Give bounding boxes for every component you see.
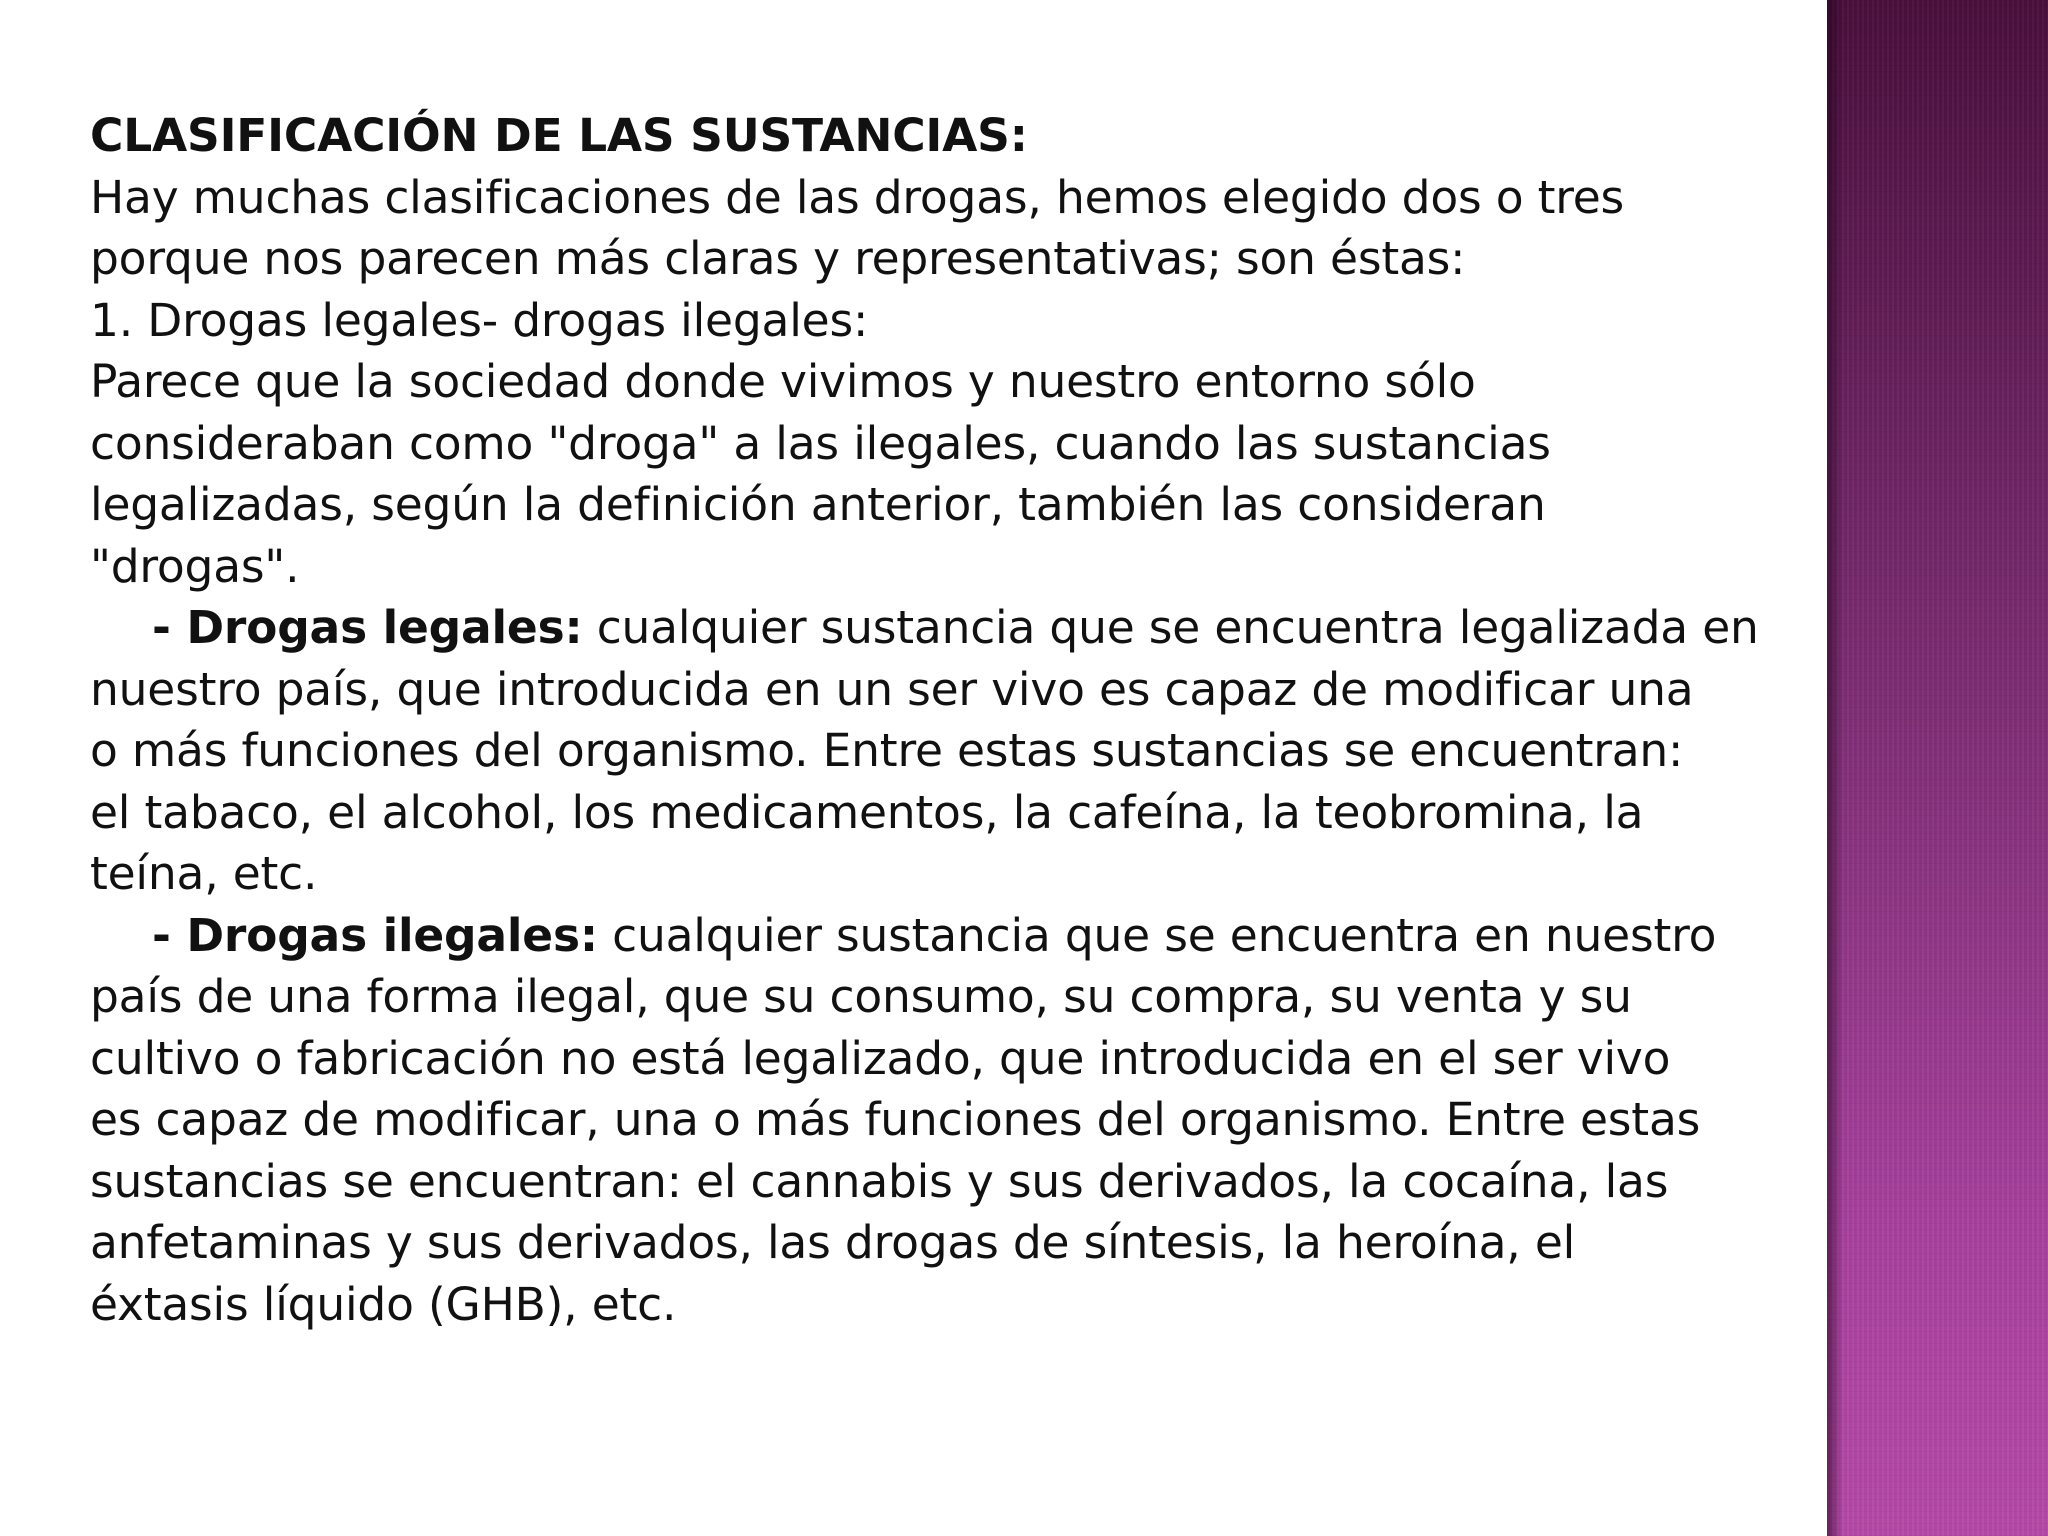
legal-drugs-line-4: el tabaco, el alcohol, los medicamentos, la cafeína, la teobromina, la: [90, 785, 1644, 839]
section-1-title: 1. Drogas legales- drogas ilegales:: [90, 293, 869, 347]
illegal-drugs-line-5: sustancias se encuentran: el cannabis y sus derivados, la cocaína, las: [90, 1154, 1669, 1208]
illegal-drugs-line-6: anfetaminas y sus derivados, las drogas de síntesis, la heroína, el: [90, 1216, 1576, 1269]
side-band-shadow-edge: [1827, 0, 1843, 1536]
slide-text-body: [90, 105, 1759, 1335]
illegal-drugs-first-line: [90, 905, 1750, 967]
side-band-texture: [1827, 0, 2048, 1536]
legal-drugs-line-5: teína, etc.: [90, 847, 318, 900]
illegal-drugs-line-2: país de una forma ilegal, que su consumo, su compra, su venta y su: [90, 970, 1632, 1023]
legal-drugs-first-text: cualquier sustancia que se encuentra legalizada en: [582, 601, 1759, 654]
legal-drugs-term: - Drogas legales:: [152, 601, 583, 654]
slide-heading: CLASIFICACIÓN DE LAS SUSTANCIAS:: [90, 109, 1028, 162]
section-1-line-3: legalizadas, según la definición anterior, también las consideran: [90, 478, 1546, 531]
legal-drugs-first-line: [90, 597, 1759, 659]
section-1-line-2: consideraban como "droga" a las ilegales, cuando las sustancias: [90, 416, 1551, 470]
section-1-line-4: "drogas".: [90, 539, 300, 593]
illegal-drugs-line-4: es capaz de modificar, una o más funciones del organismo. Entre estas: [90, 1093, 1701, 1146]
illegal-drugs-first-text: cualquier sustancia que se encuentra en nuestro: [597, 908, 1717, 962]
section-1-line-1: Parece que la sociedad donde vivimos y nuestro entorno sólo: [90, 355, 1476, 408]
illegal-drugs-term: - Drogas ilegales:: [152, 908, 598, 962]
legal-drugs-line-2: nuestro país, que introducida en un ser vivo es capaz de modificar una: [90, 662, 1694, 716]
decorative-side-band: [1827, 0, 2048, 1536]
illegal-drugs-line-3: cultivo o fabricación no está legalizado, que introducida en el ser vivo: [90, 1031, 1671, 1085]
illegal-drugs-line-7: éxtasis líquido (GHB), etc.: [90, 1277, 677, 1331]
legal-drugs-line-3: o más funciones del organismo. Entre estas sustancias se encuentran:: [90, 724, 1684, 777]
intro-line-2: porque nos parecen más claras y representativas; son éstas:: [90, 232, 1466, 285]
intro-line-1: Hay muchas clasificaciones de las drogas, hemos elegido dos o tres: [90, 170, 1625, 224]
